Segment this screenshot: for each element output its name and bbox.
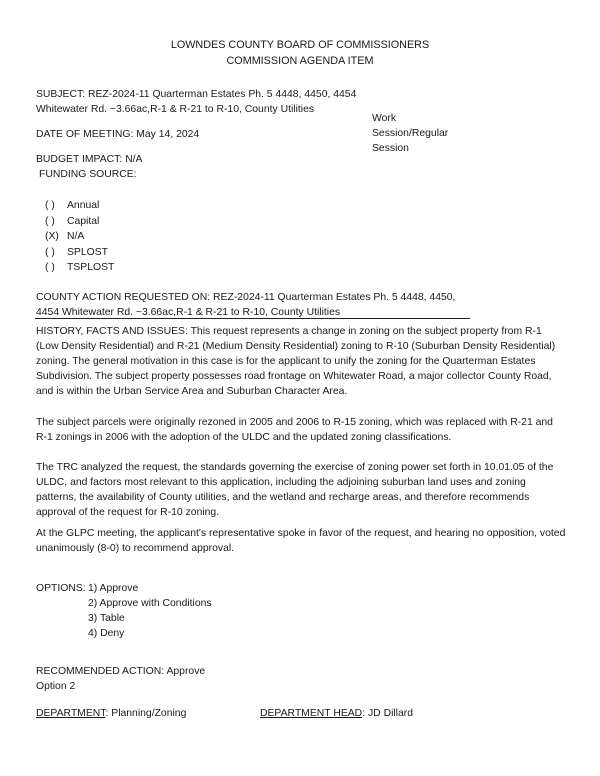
funding-option-annual [45,198,114,214]
option-table: 3) Table [88,613,125,624]
meeting-type [372,111,448,156]
recommended-action-line-1: RECOMMENDED ACTION: Approve [36,666,206,677]
option-deny: 4) Deny [88,628,125,639]
meeting-type-line-2: Session/Regular [372,128,449,139]
section-divider [35,318,470,319]
recommended-action [36,664,205,694]
county-action-line-2: 4454 Whitewater Rd. ~3.66ac,R-1 & R-21 to R-10, County Utilities [36,307,341,318]
header-title: LOWNDES COUNTY BOARD OF COMMISSIONERS [170,39,430,51]
county-action-requested [36,290,455,320]
department-value: : Planning/Zoning [105,708,187,719]
options-list [88,581,212,641]
department-head-value: : JD Dillard [362,708,414,719]
funding-option-label: Capital [67,215,100,227]
department-head [260,706,413,721]
checkbox-mark: ( ) [45,215,55,227]
recommended-action-line-2: Option 2 [36,681,76,692]
option-approve: 1) Approve [88,583,139,594]
funding-option-label: TSPLOST [67,262,115,274]
meeting-date: DATE OF MEETING: May 14, 2024 [36,129,200,140]
checkbox-mark: ( ) [45,200,55,211]
rezoning-history-paragraph: The subject parcels were originally rezoned in 2005 and 2006 to R-15 zoning, which was replaced with R-21 and R-1 zonings in 2006 with the adoption of the ULDC and the updated zoning classifications. [36,417,553,443]
meeting-type-line-1: Work [372,113,397,124]
checkbox-mark: ( ) [45,262,55,274]
department [36,706,186,721]
department-head-label: DEPARTMENT HEAD [260,708,363,719]
option-approve-with-conditions: 2) Approve with Conditions [88,598,212,609]
budget-impact: BUDGET IMPACT: N/A [36,154,143,165]
subject-line-2: Whitewater Rd. ~3.66ac,R-1 & R-21 to R-10, County Utilities [36,104,315,115]
meeting-type-line-3: Session [372,143,409,154]
funding-option-label: SPLOST [67,246,108,258]
funding-option-splost [45,245,114,261]
funding-option-na [45,229,114,245]
funding-source-list [45,198,114,276]
trc-analysis-paragraph: The TRC analyzed the request, the standards governing the exercise of zoning power set forth in 10.01.05 of the ULDC, and factors most relevant to this application, including the adjoining suburban land uses and zoning patterns, the availability of County utilities, and the wetland and recharge areas, and therefore recommends approval of the request for R-10 zoning. [36,462,554,518]
subject-line-1: SUBJECT: REZ-2024-11 Quarterman Estates Ph. 5 4448, 4450, 4454 [36,89,357,100]
county-action-line-1: COUNTY ACTION REQUESTED ON: REZ-2024-11 Quarterman Estates Ph. 5 4448, 4450, [36,292,456,303]
funding-source-label: FUNDING SOURCE: [39,169,137,180]
checkbox-mark: (X) [45,231,59,243]
funding-option-capital [45,214,114,230]
funding-option-tsplost [45,260,114,276]
subject-block [36,87,356,117]
department-label: DEPARTMENT [36,708,106,719]
options-label: OPTIONS: [36,583,86,594]
document-header [0,37,600,69]
glpc-meeting-paragraph: At the GLPC meeting, the applicant's representative spoke in favor of the request, and hearing no opposition, voted unanimously (8-0) to recommend approval. [36,528,566,554]
funding-option-label: N/A [67,231,85,243]
funding-option-label: Annual [67,200,100,211]
history-facts-issues: HISTORY, FACTS AND ISSUES: This request represents a change in zoning on the subject property from R-1 (Low Density Residential) and R-21 (Medium Density Residential) zoning to R-10 (Suburban Density Residential) zoning. The general motivation in this case is for the applicant to unify the zoning for the Quarterman Estates Subdivision. The subject property possesses road frontage on Whitewater Road, a major collector County Road, and is within the Urban Service Area and Suburban Character Area. [36,326,556,397]
header-subtitle: COMMISSION AGENDA ITEM [226,55,374,67]
checkbox-mark: ( ) [45,246,55,258]
